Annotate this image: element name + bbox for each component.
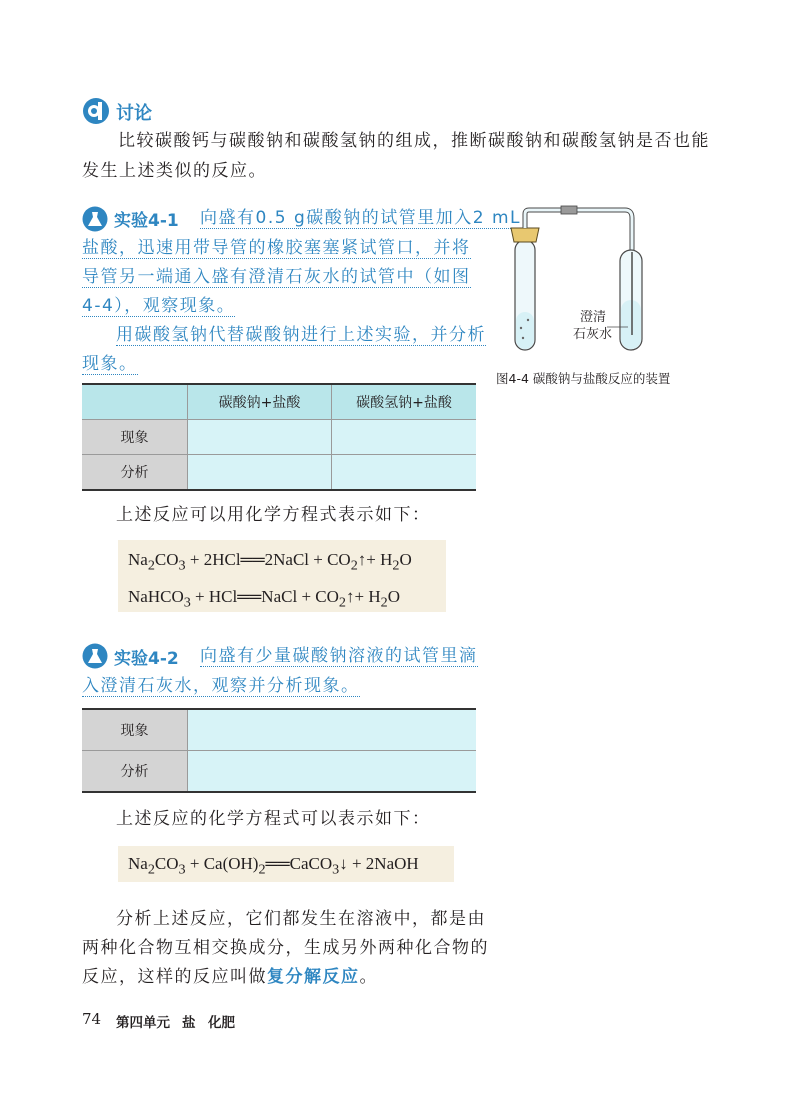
footer-topic-1: 盐 bbox=[182, 1015, 196, 1031]
figure-label-line-2: 石灰水 bbox=[573, 327, 613, 342]
discussion-line-1: 比较碳酸钙与碳酸钠和碳酸氢钠的组成，推断碳酸钠和碳酸氢钠是否也能 bbox=[118, 131, 710, 151]
experiment1-line-5: 用碳酸氢钠代替碳酸钠进行上述实验，并分析 bbox=[116, 325, 486, 345]
table1-row-analysis: 分析 bbox=[82, 455, 188, 491]
flask-icon bbox=[82, 206, 108, 232]
experiment2-label: 实验4-2 bbox=[114, 649, 179, 669]
table1-cell bbox=[332, 455, 477, 491]
experiment1-line-6: 现象。 bbox=[82, 354, 138, 374]
experiment1-line-3: 导管另一端通入盛有澄清石灰水的试管中（如图 bbox=[82, 267, 471, 287]
experiment1-line-2: 盐酸，迅速用带导管的橡胶塞塞紧试管口，并将 bbox=[82, 238, 471, 258]
table2-cell bbox=[188, 709, 477, 751]
experiment1-line-4: 4-4），观察现象。 bbox=[82, 296, 236, 316]
analysis-line-1: 分析上述反应，它们都发生在溶液中，都是由 bbox=[116, 909, 486, 929]
analysis-line-3: 反应，这样的反应叫做复分解反应。 bbox=[82, 967, 378, 987]
table1-cell bbox=[188, 455, 332, 491]
discussion-icon bbox=[82, 97, 110, 125]
table2-row-phenomenon: 现象 bbox=[82, 709, 188, 751]
text-equation2-intro: 上述反应的化学方程式可以表示如下： bbox=[116, 809, 431, 829]
table1-cell bbox=[188, 420, 332, 455]
table1-header-na2co3: 碳酸钠+盐酸 bbox=[188, 384, 332, 420]
equations-box-2 bbox=[118, 846, 454, 882]
equation-2: NaHCO$_3$ + HCl══NaCl + $CO_2↑+ H_2O$ bbox=[128, 587, 400, 611]
discussion-title: 讨论 bbox=[116, 103, 152, 124]
table1-corner bbox=[82, 384, 188, 420]
text-equations-intro: 上述反应可以用化学方程式表示如下： bbox=[116, 505, 431, 525]
table1-header-nahco3: 碳酸氢钠+盐酸 bbox=[332, 384, 477, 420]
experiment2-line-2: 入澄清石灰水，观察并分析现象。 bbox=[82, 676, 360, 696]
equation-1: $Na_2CO_3$ + 2HCl══2NaCl + $CO_2↑+ H_2O$ bbox=[128, 550, 412, 574]
equation-3: $Na_2CO_3$ + $Ca(OH)_2══CaCO_3↓$ + 2NaOH bbox=[128, 854, 419, 878]
figure-caption: 图4-4 碳酸钠与盐酸反应的装置 bbox=[496, 371, 671, 386]
footer-unit: 第四单元 bbox=[116, 1015, 170, 1031]
experiment1-label: 实验4-1 bbox=[114, 211, 179, 231]
term-double-decomposition: 复分解反应 bbox=[267, 967, 360, 987]
discussion-line-2: 发生上述类似的反应。 bbox=[82, 161, 267, 181]
table2-row-analysis: 分析 bbox=[82, 751, 188, 793]
experiment1-table bbox=[82, 383, 476, 491]
page-number: 74 bbox=[82, 1010, 102, 1028]
table1-cell bbox=[332, 420, 477, 455]
analysis-line-2: 两种化合物互相交换成分，生成另外两种化合物的 bbox=[82, 938, 489, 958]
experiment2-line-1: 向盛有少量碳酸钠溶液的试管里滴 bbox=[200, 646, 478, 666]
experiment2-table bbox=[82, 708, 476, 793]
footer-topic-2: 化肥 bbox=[208, 1015, 235, 1031]
figure-label-line-1: 澄清 bbox=[580, 310, 607, 325]
table2-cell bbox=[188, 751, 477, 793]
equations-box-1 bbox=[118, 540, 446, 612]
experiment1-line-1: 向盛有0.5 g碳酸钠的试管里加入2 mL bbox=[200, 208, 521, 228]
flask-icon bbox=[82, 643, 108, 669]
table1-row-phenomenon: 现象 bbox=[82, 420, 188, 455]
